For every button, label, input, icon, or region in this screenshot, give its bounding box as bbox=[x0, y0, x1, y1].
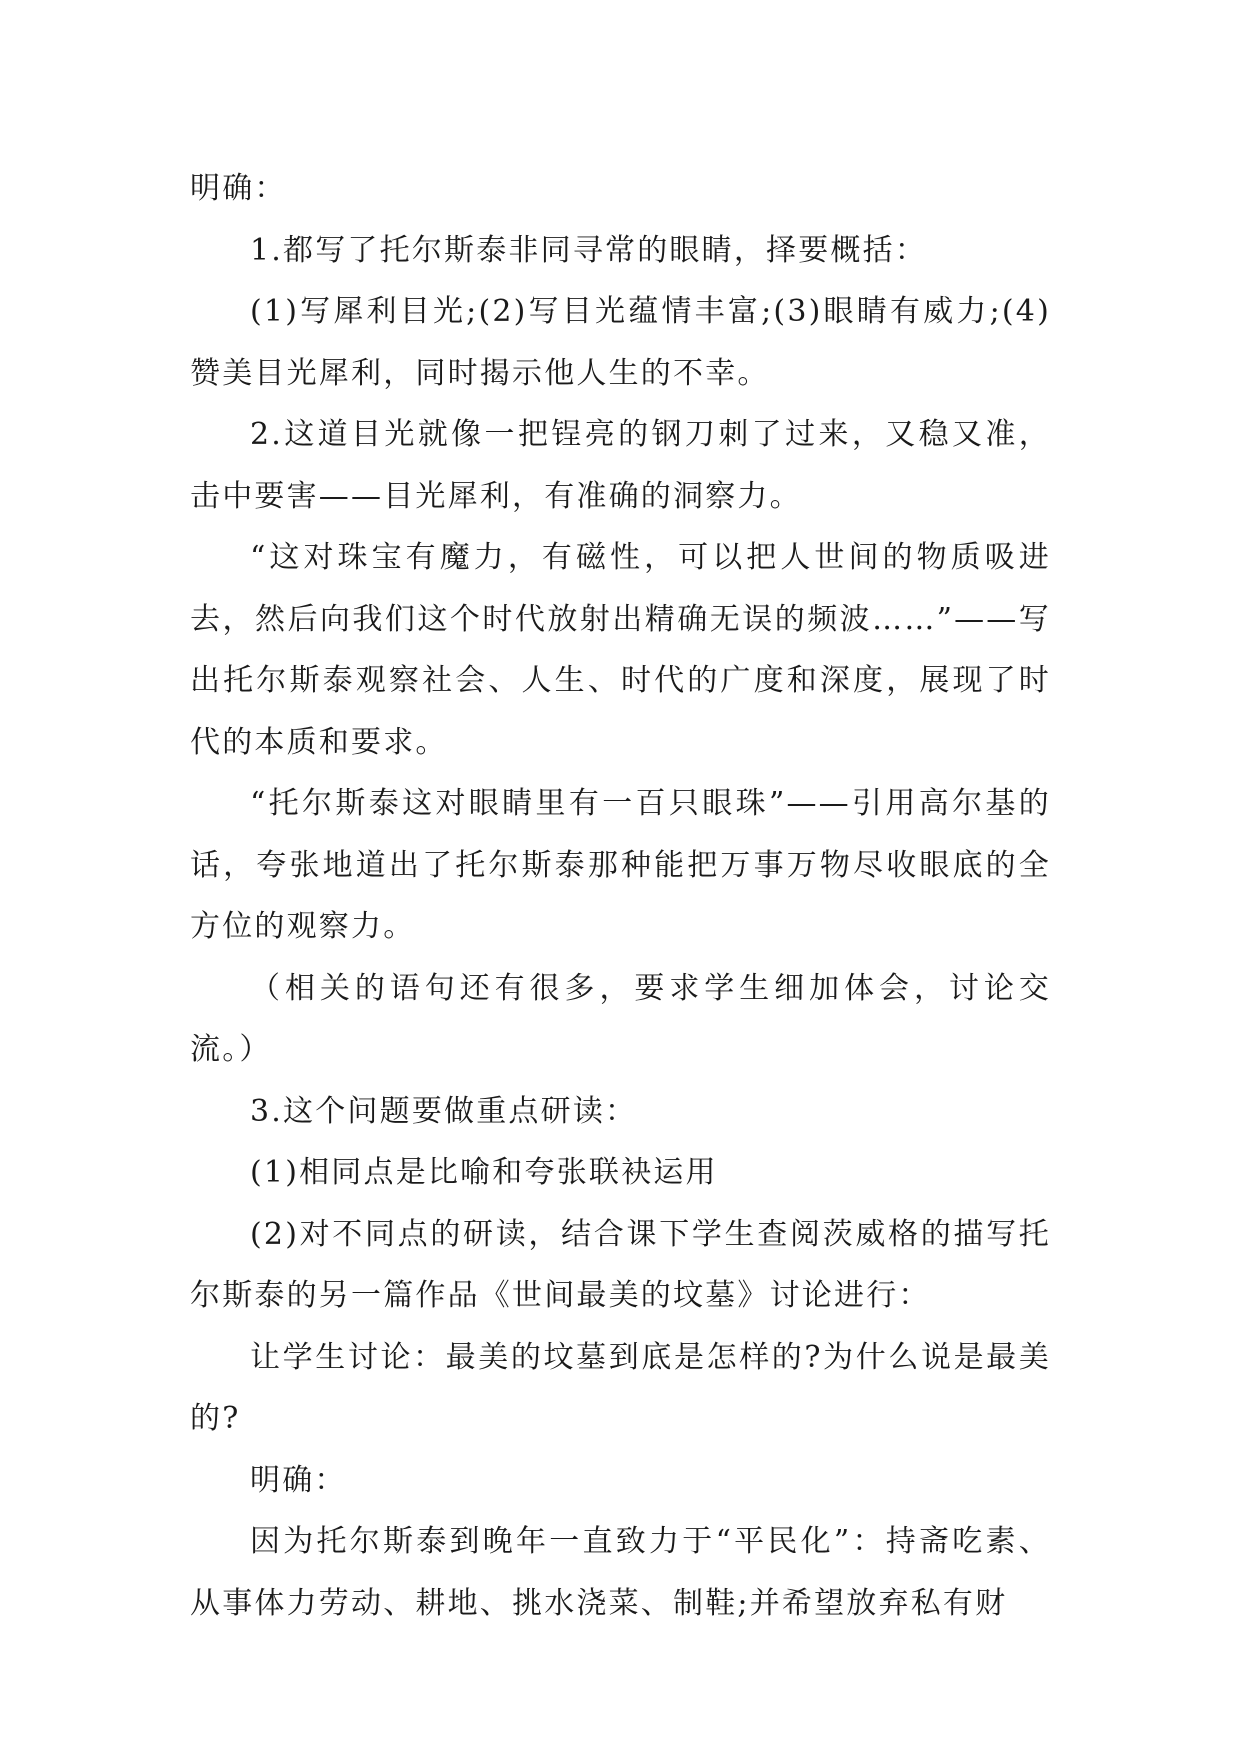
paragraph-discussion: 让学生讨论：最美的坟墓到底是怎样的?为什么说是最美的? bbox=[190, 1339, 1051, 1436]
paragraph-note: （相关的语句还有很多，要求学生细加体会，讨论交流。） bbox=[190, 970, 1051, 1067]
paragraph-quote-eyes: “托尔斯泰这对眼睛里有一百只眼珠”——引用高尔基的话，夸张地道出了托尔斯泰那种能把万事万物尽收眼底的全方位的观察力。 bbox=[190, 786, 1051, 944]
paragraph-quote-jewel: “这对珠宝有魔力，有磁性，可以把人世间的物质吸进去，然后向我们这个时代放射出精确无误的频波……”——写出托尔斯泰观察社会、人生、时代的广度和深度，展现了时代的本质和要求。 bbox=[190, 540, 1051, 760]
paragraph-point-3: 3.这个问题要做重点研读： bbox=[250, 1093, 638, 1129]
paragraph-point-1: 1.都写了托尔斯泰非同寻常的眼睛，择要概括： bbox=[250, 232, 928, 268]
paragraph-point-1-detail: (1)写犀利目光;(2)写目光蕴情丰富;(3)眼睛有威力;(4)赞美目光犀利，同时揭示他人生的不幸。 bbox=[190, 294, 1051, 391]
paragraph-point-2: 2.这道目光就像一把锃亮的钢刀刺了过来，又稳又准，击中要害——目光犀利，有准确的洞察力。 bbox=[190, 417, 1051, 514]
paragraph-answer: 因为托尔斯泰到晚年一直致力于“平民化”：持斋吃素、从事体力劳动、耕地、挑水浇菜、制鞋;并希望放弃私有财 bbox=[190, 1524, 1051, 1621]
paragraph-heading: 明确： bbox=[190, 171, 287, 206]
document-page bbox=[190, 158, 1051, 1634]
paragraph-point-3-sub-1: (1)相同点是比喻和夸张联袂运用 bbox=[250, 1155, 718, 1190]
paragraph-point-3-sub-2: (2)对不同点的研读，结合课下学生查阅茨威格的描写托尔斯泰的另一篇作品《世间最美的坟墓》讨论进行： bbox=[190, 1216, 1051, 1313]
paragraph-answer-label: 明确： bbox=[250, 1462, 347, 1498]
